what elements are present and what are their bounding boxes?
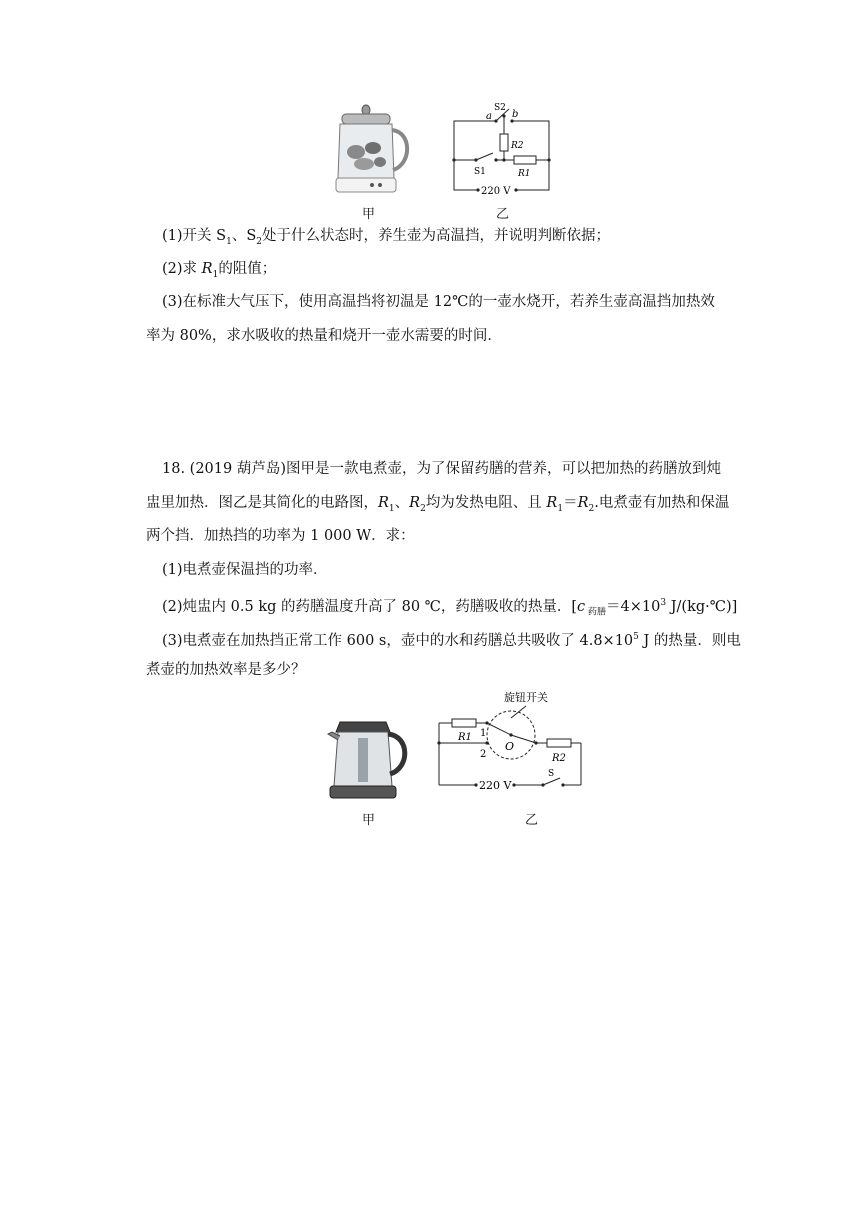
q17-part3-line1: (3)在标准大气压下，使用高温挡将初温是 12℃的一壶水烧开，若养生壶高温挡加热效	[162, 294, 715, 310]
label-o: O	[505, 740, 515, 753]
electric-kettle-photo	[326, 712, 412, 802]
q18-stem-line3: 两个挡．加热挡的功率为 1 000 W．求：	[146, 528, 415, 544]
label-s1: S1	[474, 167, 486, 177]
q17-part2: (2)求 $R_1$的阻值；	[162, 261, 277, 280]
q17-part1: (1)开关 $S_1$、$S_2$处于什么状态时，养生壶为高温挡，并说明判断依据；	[162, 228, 610, 247]
q18-stem-line1: 18. (2019 葫芦岛)图甲是一款电煮壶，为了保留药膳的营养，可以把加热的药膳放到炖	[162, 461, 721, 477]
circuit-diagram-1	[450, 100, 555, 200]
health-pot-photo	[330, 100, 414, 196]
label-voltage: 220 V	[479, 779, 512, 792]
q18-part1: (1)电煮壶保温挡的功率．	[162, 562, 328, 578]
label-r2: R2	[552, 753, 566, 764]
label-b: b	[512, 109, 519, 120]
label-s: S	[548, 769, 555, 779]
q18-part3-line1: (3)电煮壶在加热挡正常工作 600 s，壶中的水和药膳总共吸收了 $4.8\times 10^5$ J 的热量．则电	[162, 632, 741, 649]
label-pos2: 2	[480, 749, 487, 760]
fig2-caption-left: 甲	[362, 813, 376, 828]
label-r1: R1	[518, 169, 531, 179]
q18-part3-line2: 煮壶的加热效率是多少？	[146, 662, 306, 678]
q18-part2: (2)炖盅内 0.5 kg 的药膳温度升高了 80 ℃，药膳吸收的热量．[c $_{药膳}=4\times 10^3$ J/(kg·℃)]	[162, 598, 738, 618]
q18-stem-line2: 盅里加热．图乙是其简化的电路图，$R_1$、$R_2$均为发热电阻、且 $R_1=R_2$.电煮壶有加热和保温	[146, 495, 730, 514]
circuit-diagram-2	[432, 688, 592, 803]
label-pos1: 1	[480, 728, 487, 739]
q17-part3-line2: 率为 80%，求水吸收的热量和烧开一壶水需要的时间．	[146, 328, 502, 344]
fig2-caption-right: 乙	[525, 813, 539, 828]
label-r2: R2	[511, 141, 524, 151]
label-voltage: 220 V	[481, 186, 511, 197]
fig1-caption-left: 甲	[362, 207, 376, 222]
label-knob-switch: 旋钮开关	[504, 691, 548, 704]
label-s2: S2	[494, 103, 506, 113]
label-a: a	[486, 111, 492, 122]
fig1-caption-right: 乙	[496, 207, 510, 222]
label-r1: R1	[458, 732, 472, 743]
